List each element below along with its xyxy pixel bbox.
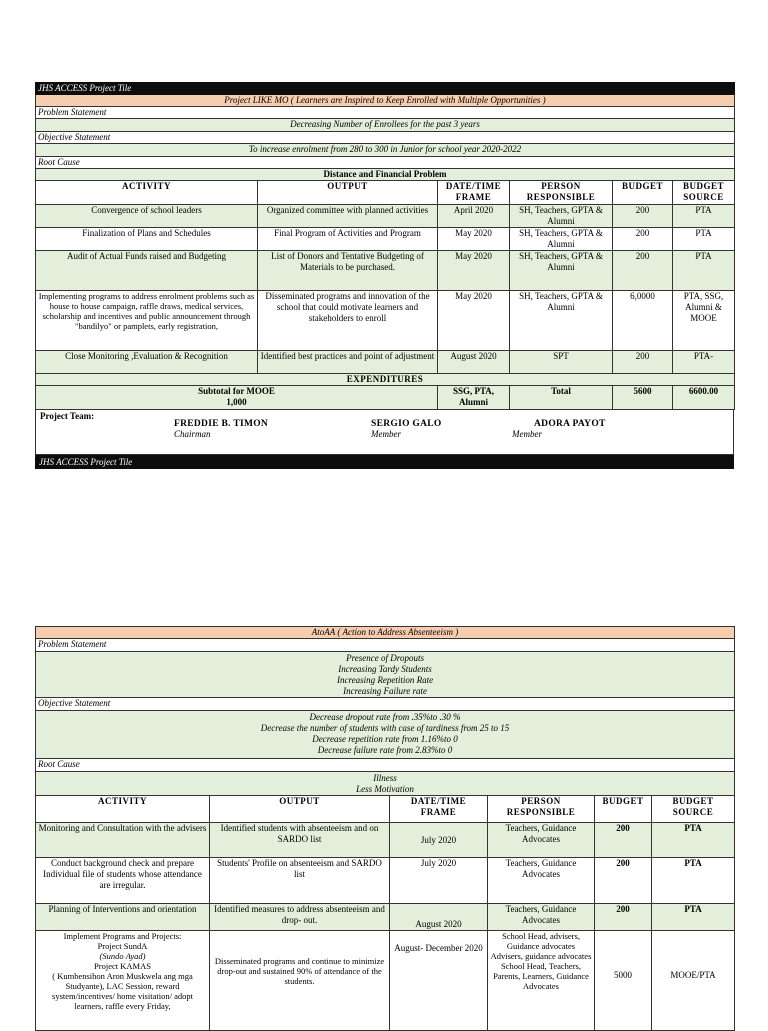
objective-label: Objective Statement: [36, 132, 735, 144]
root-cause-label: Root Cause: [36, 759, 735, 772]
objective-statement: [36, 711, 735, 759]
activity-line: Implement Programs and Projects:: [63, 931, 182, 941]
project-like-mo-table: [35, 82, 735, 410]
table-row: [36, 251, 735, 291]
table-row: [36, 823, 735, 858]
root-cause-line: Illness: [373, 773, 397, 783]
person-cell: Teachers, Guidance Advocates: [488, 858, 595, 904]
problem-label: Problem Statement: [36, 107, 735, 119]
team-member: [371, 419, 442, 439]
budget-cell: 200: [595, 823, 652, 858]
source-cell: PTA: [652, 858, 735, 904]
person-cell: Teachers, Guidance Advocates: [488, 823, 595, 858]
objective-line: Decrease the number of students with case of tardiness from 25 to 15: [260, 723, 510, 733]
atoaa-table: [35, 626, 735, 1031]
output-cell: Identified measures to address absenteeism and drop- out.: [210, 904, 390, 931]
member-role: Chairman: [174, 429, 211, 439]
subtotal-value: 1,000: [226, 397, 247, 407]
project-title: AtoAA ( Action to Address Absenteeism ): [36, 627, 735, 639]
date-cell: August- December 2020: [390, 931, 488, 1031]
source-cell: PTA-: [673, 351, 735, 374]
member-name: ADORA PAYOT: [534, 419, 606, 429]
footer-bar: JHS ACCESS Project Tile: [35, 455, 734, 469]
activity-line: ( Kumbensihon Aron Muskwela ang mga Studyante), LAC Session, reward system/incentives/ home visitation/ adopt learners, raffle every Friday,: [52, 971, 193, 1011]
budget-cell: 200: [613, 351, 673, 374]
problem-line: Presence of Dropouts: [346, 653, 424, 663]
root-cause: [36, 772, 735, 796]
table-row: [36, 228, 735, 251]
person-cell: SH, Teachers, GPTA & Alumni: [510, 291, 613, 351]
table-row: [36, 931, 735, 1031]
objective-statement: To increase enrolment from 280 to 300 in Junior for school year 2020-2022: [36, 144, 735, 157]
person-cell: SH, Teachers, GPTA & Alumni: [510, 251, 613, 291]
person-cell: SPT: [510, 351, 613, 374]
output-cell: Disseminated programs and continue to minimize drop-out and sustained 90% of attendance of the students.: [210, 931, 390, 1031]
activity-cell: [36, 931, 210, 1031]
date-cell: May 2020: [438, 251, 510, 291]
source-cell: PTA: [673, 228, 735, 251]
problem-statement: [36, 652, 735, 698]
team-member: [512, 419, 606, 439]
person-cell: SH, Teachers, GPTA & Alumni: [510, 228, 613, 251]
col-person: PERSON RESPONSIBLE: [488, 796, 595, 823]
activity-cell: Monitoring and Consultation with the advisers: [36, 823, 210, 858]
activity-line: (Sundo Ayad): [99, 951, 146, 961]
total-label: Total: [510, 386, 613, 410]
output-cell: List of Donors and Tentative Budgeting of Materials to be purchased.: [258, 251, 438, 291]
table-row: [36, 205, 735, 228]
source-cell: PTA: [652, 904, 735, 931]
header-bar: JHS ACCESS Project Tile: [36, 83, 735, 95]
date-cell: May 2020: [438, 228, 510, 251]
person-cell: [488, 931, 595, 1031]
expenditures-label: EXPENDITURES: [36, 374, 735, 386]
objective-line: Decrease dropout rate from .35%to .30 %: [309, 712, 461, 722]
col-activity: ACTIVITY: [36, 181, 258, 205]
col-activity: ACTIVITY: [36, 796, 210, 823]
col-date: DATE/TIME FRAME: [390, 796, 488, 823]
col-output: OUTPUT: [258, 181, 438, 205]
date-cell: April 2020: [438, 205, 510, 228]
person-line: School Head, advisers, Guidance advocates: [502, 931, 580, 951]
root-cause-label: Root Cause: [36, 157, 735, 169]
col-budget: BUDGET: [595, 796, 652, 823]
source-cell: PTA: [673, 205, 735, 228]
output-cell: Disseminated programs and innovation of the school that could motivate learners and stakeholders to enroll: [258, 291, 438, 351]
person-line: School Head, Teachers, Parents, Learners, Guidance Advocates: [493, 961, 589, 991]
problem-statement: Decreasing Number of Enrollees for the past 3 years: [36, 119, 735, 132]
budget-cell: 200: [613, 205, 673, 228]
subtotal-sources: SSG, PTA, Alumni: [438, 386, 510, 410]
total-budget: 5600: [613, 386, 673, 410]
activity-cell: Close Monitoring ,Evaluation & Recognition: [36, 351, 258, 374]
output-cell: Final Program of Activities and Program: [258, 228, 438, 251]
output-cell: Identified best practices and point of adjustment: [258, 351, 438, 374]
root-cause-line: Less Motivation: [356, 784, 414, 794]
col-person: PERSON RESPONSIBLE: [510, 181, 613, 205]
source-cell: PTA, SSG, Alumni & MOOE: [673, 291, 735, 351]
col-date: DATE/TIME FRAME: [438, 181, 510, 205]
member-role: Member: [371, 429, 401, 439]
activity-cell: Audit of Actual Funds raised and Budgeting: [36, 251, 258, 291]
activity-cell: Convergence of school leaders: [36, 205, 258, 228]
output-cell: Organized committee with planned activities: [258, 205, 438, 228]
problem-line: Increasing Repetition Rate: [336, 675, 434, 685]
objective-line: Decrease failure rate from 2.83%to 0: [317, 745, 453, 755]
activity-cell: Finalization of Plans and Schedules: [36, 228, 258, 251]
subtotal-row: [36, 386, 735, 410]
activity-line: Project SundA: [97, 941, 148, 951]
date-cell: July 2020: [390, 823, 488, 858]
col-budget: BUDGET: [613, 181, 673, 205]
activity-cell: Conduct background check and prepare Individual file of students whose attendance are irregular.: [36, 858, 210, 904]
col-output: OUTPUT: [210, 796, 390, 823]
budget-cell: 200: [595, 858, 652, 904]
budget-cell: 200: [595, 904, 652, 931]
objective-line: Decrease repetition rate from 1.16%to 0: [312, 734, 458, 744]
column-header-row: [36, 796, 735, 823]
activity-cell: Implementing programs to address enrolment problems such as house to house campaign, raffle draws, medical services, scholarship and incentives and public announcement through "bandilyo" or pamplets, early registration,: [36, 291, 258, 351]
source-cell: PTA: [673, 251, 735, 291]
problem-line: Increasing Tardy Students: [338, 664, 432, 674]
problem-line: Increasing Failure rate: [343, 686, 427, 696]
activity-line: Project KAMAS: [94, 961, 151, 971]
budget-cell: 200: [613, 251, 673, 291]
member-name: SERGIO GALO: [371, 419, 442, 429]
member-name: FREDDIE B. TIMON: [174, 419, 269, 429]
date-cell: August 2020: [390, 904, 488, 931]
table-row: [36, 291, 735, 351]
root-cause: Distance and Financial Problem: [36, 169, 735, 181]
budget-cell: 5000: [595, 931, 652, 1031]
activity-cell: Planning of Interventions and orientation: [36, 904, 210, 931]
table-row: [36, 858, 735, 904]
source-cell: MOOE/PTA: [652, 931, 735, 1031]
person-cell: Teachers, Guidance Advocates: [488, 904, 595, 931]
atoaa-document: [35, 626, 734, 1031]
project-like-mo-document: [35, 82, 734, 469]
budget-cell: 6,0000: [613, 291, 673, 351]
project-title: Project LIKE MO ( Learners are Inspired to Keep Enrolled with Multiple Opportunities ): [36, 95, 735, 107]
subtotal-label: Subtotal for MOOE: [198, 386, 275, 396]
table-row: [36, 351, 735, 374]
output-cell: Students' Profile on absenteeism and SARDO list: [210, 858, 390, 904]
column-header-row: [36, 181, 735, 205]
person-line: Advisers, guidance advocates: [490, 951, 592, 961]
problem-label: Problem Statement: [36, 639, 735, 652]
project-team-label: Project Team:: [40, 411, 95, 421]
project-team: [35, 410, 734, 455]
member-role: Member: [512, 429, 542, 439]
table-row: [36, 904, 735, 931]
budget-cell: 200: [613, 228, 673, 251]
date-cell: August 2020: [438, 351, 510, 374]
subtotal-cell: [36, 386, 438, 410]
objective-label: Objective Statement: [36, 698, 735, 711]
col-source: BUDGET SOURCE: [652, 796, 735, 823]
team-member: [174, 419, 268, 439]
date-cell: May 2020: [438, 291, 510, 351]
col-source: BUDGET SOURCE: [673, 181, 735, 205]
date-cell: July 2020: [390, 858, 488, 904]
person-cell: SH, Teachers, GPTA & Alumni: [510, 205, 613, 228]
output-cell: Identified students with absenteeism and on SARDO list: [210, 823, 390, 858]
total-source: 6600.00: [673, 386, 735, 410]
source-cell: PTA: [652, 823, 735, 858]
